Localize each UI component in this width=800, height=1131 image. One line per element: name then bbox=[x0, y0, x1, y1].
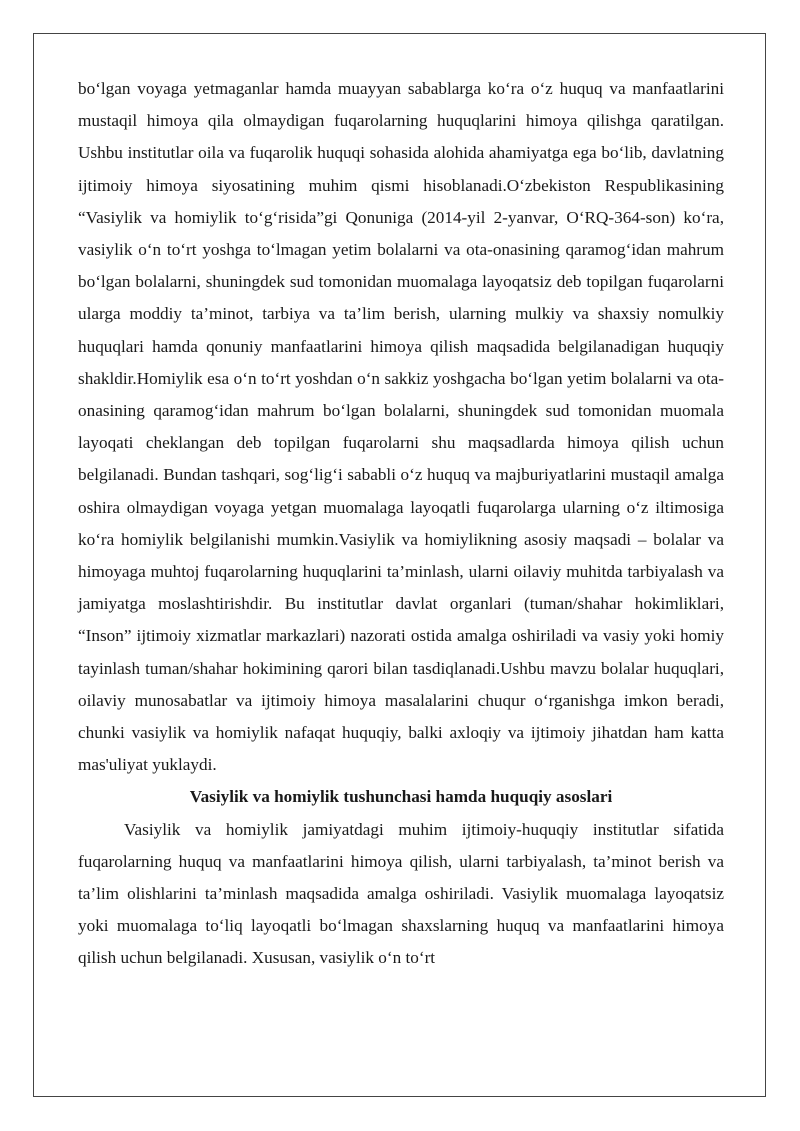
document-body bbox=[78, 73, 724, 975]
section-heading: Vasiylik va homiylik tushunchasi hamda huquqiy asoslari bbox=[189, 787, 613, 807]
body-paragraph-2: Vasiylik va homiylik jamiyatdagi muhim ijtimoiy-huquqiy institutlar sifatida fuqarolarning huquq va manfaatlarini himoya qilish, ularni tarbiyalash, ta’minot berish va ta’lim olishlarini ta’minlash maqsadida amalga oshiriladi. Vasiylik muomalaga layoqatsiz yoki muomalaga to‘liq layoqatli bo‘lmagan shaxslarning huquq va manfaatlarini himoya qilish uchun belgilanadi. Xususan, vasiylik o‘n to‘rt bbox=[78, 819, 724, 968]
body-paragraph-1: bo‘lgan voyaga yetmaganlar hamda muayyan sabablarga ko‘ra o‘z huquq va manfaatlarini mustaqil himoya qila olmaydigan fuqarolarning huquqlarini himoya qilishga qaratilgan. Ushbu institutlar oila va fuqarolik huquqi sohasida alohida ahamiyatga ega bo‘lib, davlatning ijtimoiy himoya siyosatining muhim qismi hisoblanadi.O‘zbekiston Respublikasining “Vasiylik va homiylik to‘g‘risida”gi Qonuniga (2014-yil 2-yanvar, O‘RQ-364-son) ko‘ra, vasiylik o‘n to‘rt yoshga to‘lmagan yetim bolalarni va ota-onasining qaramog‘idan mahrum bo‘lgan bolalarni, shuningdek sud tomonidan muomalaga layoqatsiz deb topilgan fuqarolarni ularga moddiy ta’minot, tarbiya va ta’lim berish, ularning mulkiy va shaxsiy nomulkiy huquqlari hamda qonuniy manfaatlarini himoya qilish maqsadida belgilanadigan huquqiy shakldir.Homiylik esa o‘n to‘rt yoshdan o‘n sakkiz yoshgacha bo‘lgan yetim bolalarni va ota-onasining qaramog‘idan mahrum bo‘lgan bolalarni, shuningdek sud tomonidan muomala layoqati cheklangan deb topilgan fuqarolarni shu maqsadlarda himoya qilish uchun belgilanadi. Bundan tashqari, sog‘lig‘i sababli o‘z huquq va majburiyatlarini mustaqil amalga oshira olmaydigan voyaga yetgan muomalaga layoqatli fuqarolarga ularning o‘z iltimosiga ko‘ra homiylik belgilanishi mumkin.Vasiylik va homiylikning asosiy maqsadi – bolalar va himoyaga muhtoj fuqarolarning huquqlarini ta’minlash, ularni oilaviy muhitda tarbiyalash va jamiyatga moslashtirishdir. Bu institutlar davlat organlari (tuman/shahar hokimliklari, “Inson” ijtimoiy xizmatlar markazlari) nazorati ostida amalga oshiriladi va vasiy yoki homiy tayinlash tuman/shahar hokimining qarori bilan tasdiqlanadi.Ushbu mavzu bolalar huquqlari, oilaviy munosabatlar va ijtimoiy himoya masalalarini chuqur o‘rganishga imkon beradi, chunki vasiylik va homiylik nafaqat huquqiy, balki axloqiy va ijtimoiy jihatdan ham katta mas'uliyat yuklaydi. bbox=[78, 79, 724, 775]
